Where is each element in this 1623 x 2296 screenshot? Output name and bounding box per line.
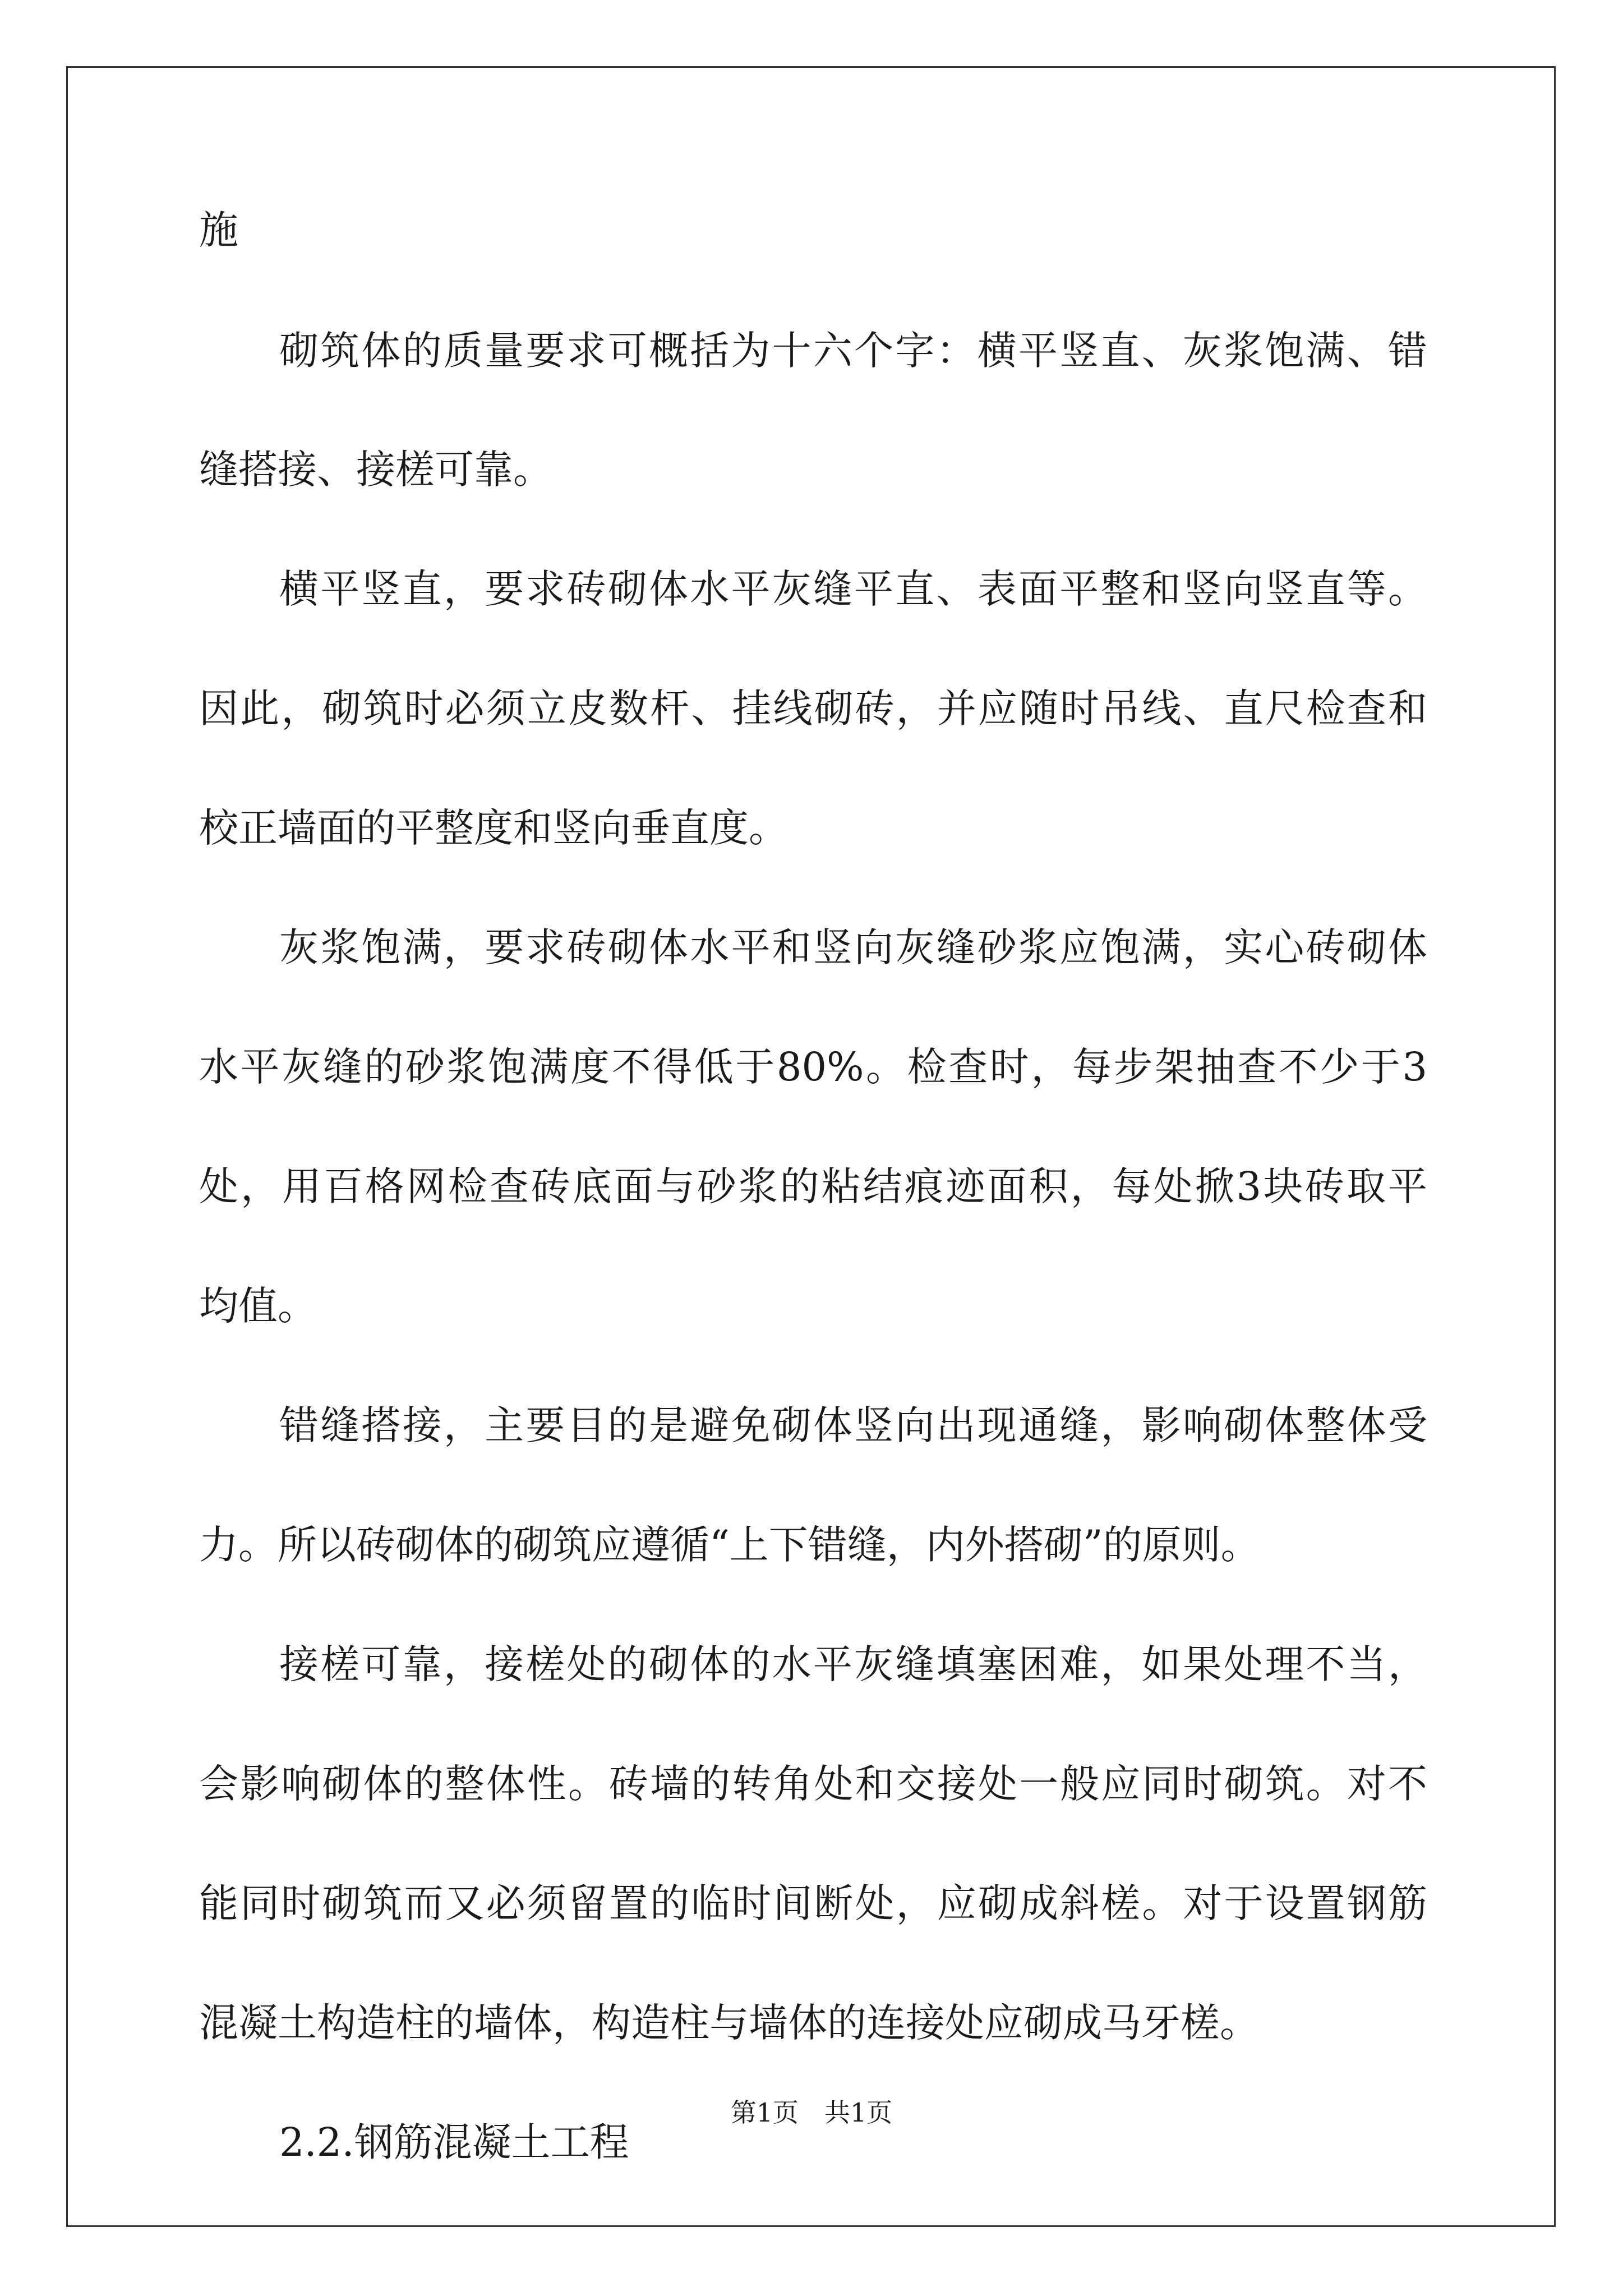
text-line: 力。所以砖砌体的砌筑应遵循“上下错缝，内外搭砌”的原则。 (199, 1522, 1260, 1568)
section-heading: 2.2.钢筋混凝土工程 (279, 2119, 629, 2165)
text-line: 施 (199, 207, 238, 253)
text-line: 能同时砌筑而又必须留置的临时间断处，应砌成斜槎。对于设置钢筋 (199, 1880, 1427, 1926)
text-line: 水平灰缝的砂浆饱满度不得低于80%。检查时，每步架抽查不少于3 (199, 1044, 1427, 1090)
paragraph-first-line: 横平竖直，要求砖砌体水平灰缝平直、表面平整和竖向竖直等。 (279, 566, 1427, 612)
paragraph-first-line: 错缝搭接，主要目的是避免砌体竖向出现通缝，影响砌体整体受 (279, 1402, 1427, 1448)
text-line: 校正墙面的平整度和竖向垂直度。 (199, 805, 788, 851)
text-line: 会影响砌体的整体性。砖墙的转角处和交接处一般应同时砌筑。对不 (199, 1761, 1427, 1807)
text-line: 因此，砌筑时必须立皮数杆、挂线砌砖，并应随时吊线、直尺检查和 (199, 685, 1427, 731)
text-line: 处，用百格网检查砖底面与砂浆的粘结痕迹面积，每处掀3块砖取平 (199, 1163, 1427, 1209)
text-line: 均值。 (199, 1283, 317, 1329)
page-number: 第1页 共1页 (730, 2097, 893, 2128)
paragraph-first-line: 接槎可靠，接槎处的砌体的水平灰缝填塞困难，如果处理不当， (279, 1641, 1427, 1687)
text-line: 混凝土构造柱的墙体，构造柱与墙体的连接处应砌成马牙槎。 (199, 2000, 1259, 2046)
paragraph-first-line: 砌筑体的质量要求可概括为十六个字：横平竖直、灰浆饱满、错 (279, 328, 1427, 374)
paragraph-first-line: 灰浆饱满，要求砖砌体水平和竖向灰缝砂浆应饱满，实心砖砌体 (279, 924, 1427, 970)
text-line: 缝搭接、接槎可靠。 (199, 447, 552, 493)
